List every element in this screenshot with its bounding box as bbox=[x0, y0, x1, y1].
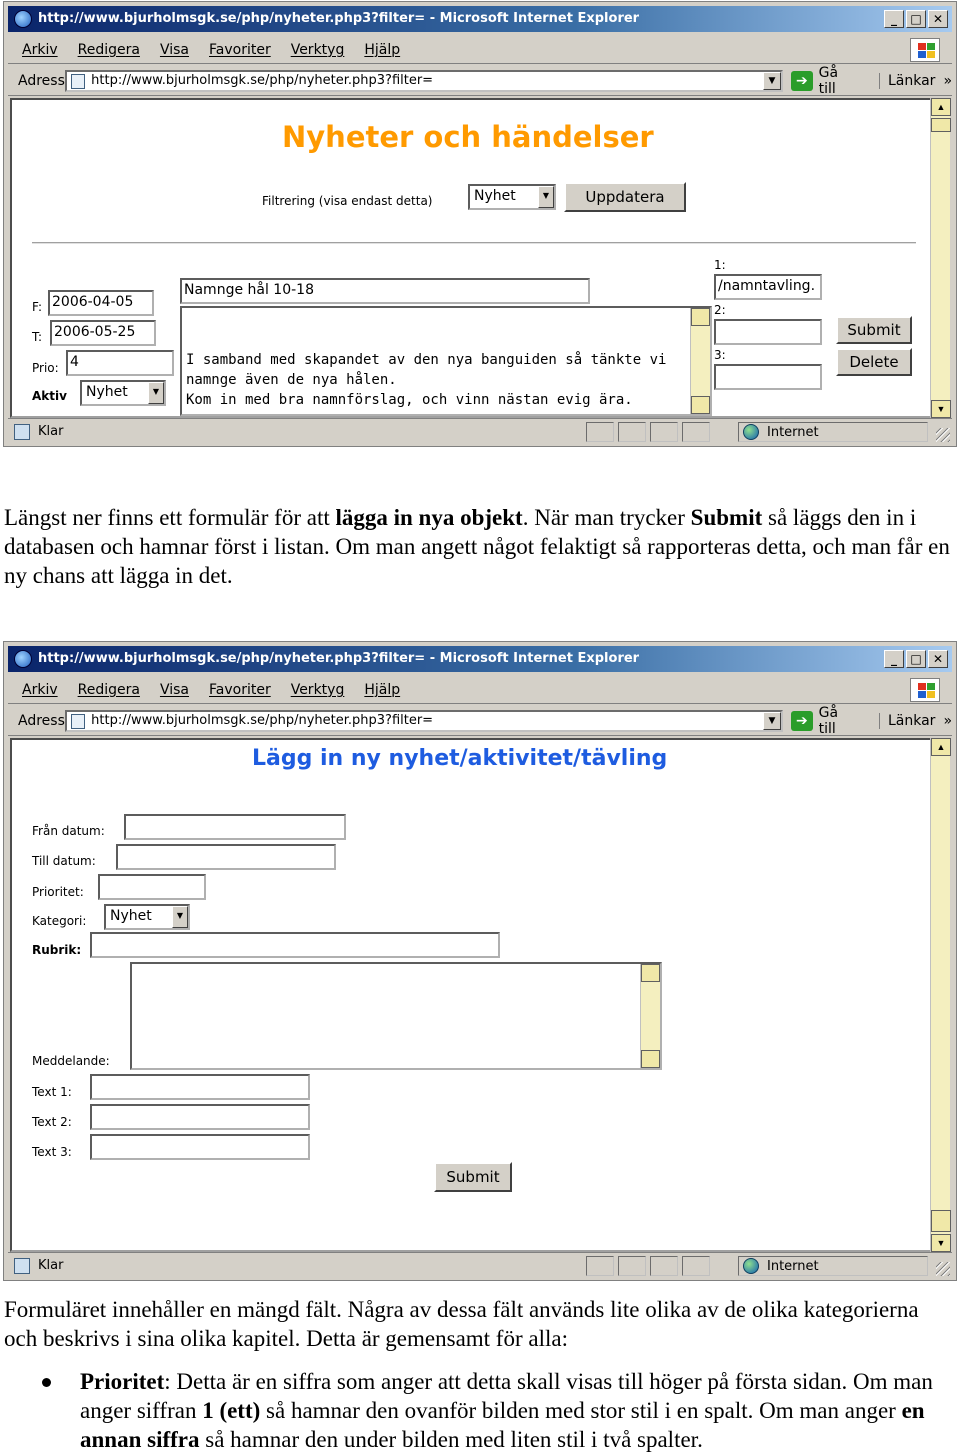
textarea-scrollbar[interactable] bbox=[640, 964, 660, 1068]
menu-hjalp[interactable]: Hjälp bbox=[364, 41, 401, 58]
para1-bold-1: lägga in nya objekt bbox=[335, 505, 523, 530]
f-label: F: bbox=[32, 300, 43, 314]
zone-text: Internet bbox=[767, 1258, 819, 1274]
minimize-button[interactable]: _ bbox=[884, 650, 904, 668]
bullet-text-1: : Detta är en siffra som anger att detta skall visas till höger på första sidan. Om man anger siffran bbox=[80, 1369, 933, 1423]
category-value: Nyhet bbox=[110, 908, 152, 924]
update-button[interactable]: Uppdatera bbox=[564, 182, 686, 212]
address-dropdown-icon[interactable]: ▼ bbox=[763, 712, 781, 730]
menu-verktyg[interactable]: Verktyg bbox=[290, 41, 345, 58]
status-bar bbox=[8, 1252, 952, 1278]
paragraph-1 bbox=[4, 503, 956, 590]
priority-input[interactable] bbox=[98, 874, 206, 900]
links-button[interactable]: Länkar bbox=[879, 73, 935, 89]
chevron-down-icon: ▼ bbox=[148, 382, 164, 404]
text1-label: Text 1: bbox=[32, 1085, 72, 1099]
address-input[interactable] bbox=[65, 70, 783, 92]
scroll-up-icon[interactable]: ▲ bbox=[931, 98, 951, 116]
menu-redigera[interactable]: Redigera bbox=[77, 41, 140, 58]
text3-label: 3: bbox=[714, 348, 726, 362]
bullet-bold-1: Prioritet bbox=[80, 1369, 165, 1394]
message-label: Meddelande: bbox=[32, 1054, 110, 1068]
address-bar bbox=[8, 66, 952, 96]
paragraph-2: Formuläret innehåller en mängd fält. Några av dessa fält används lite olika av de olika kategorierna och beskrivs i sina olika kapitel. Detta är gemensamt för alla: bbox=[4, 1297, 919, 1351]
rubrik-input[interactable] bbox=[90, 932, 500, 958]
go-arrow-icon[interactable]: ➔ bbox=[791, 71, 813, 91]
scroll-thumb[interactable] bbox=[931, 118, 951, 132]
para1-bold-2: Submit bbox=[690, 505, 763, 530]
links-button[interactable]: Länkar bbox=[879, 713, 935, 729]
text3-input[interactable] bbox=[714, 364, 822, 390]
address-value: http://www.bjurholmsgk.se/php/nyheter.php3?filter= bbox=[91, 712, 434, 728]
text2-input[interactable] bbox=[90, 1104, 310, 1130]
text3-input[interactable] bbox=[90, 1134, 310, 1160]
go-button[interactable]: Gå till bbox=[818, 64, 839, 97]
bullet-item-priority bbox=[80, 1367, 956, 1454]
bullet-dot bbox=[42, 1378, 51, 1387]
priority-label: Prioritet: bbox=[32, 885, 84, 899]
filter-select[interactable] bbox=[468, 184, 556, 210]
zone-text: Internet bbox=[767, 424, 819, 440]
menu-arkiv[interactable]: Arkiv bbox=[22, 41, 58, 58]
menu-arkiv[interactable]: Arkiv bbox=[22, 681, 58, 698]
page-content bbox=[10, 738, 932, 1252]
message-textarea[interactable] bbox=[130, 962, 662, 1070]
from-date-label: Från datum: bbox=[32, 824, 105, 838]
menu-favoriter[interactable]: Favoriter bbox=[209, 41, 271, 58]
menu-redigera[interactable]: Redigera bbox=[77, 681, 140, 698]
ie-icon bbox=[14, 10, 32, 28]
text2-label: 2: bbox=[714, 303, 726, 317]
bullet-bold-3: en annan siffra bbox=[80, 1398, 925, 1452]
address-dropdown-icon[interactable]: ▼ bbox=[763, 72, 781, 90]
bullet-text-2: så hamnar den ovanför bilden med stor stil i en spalt. Om man anger bbox=[260, 1398, 902, 1423]
address-label: Adress bbox=[18, 72, 65, 89]
address-value: http://www.bjurholmsgk.se/php/nyheter.php3?filter= bbox=[91, 72, 434, 88]
page-content bbox=[10, 98, 932, 418]
message-text: I samband med skapandet av den nya banguiden så tänkte vi namnge även de nya hålen. Kom in med bra namnförslag, och vinn nästan evig ära. bbox=[186, 352, 667, 408]
from-date-input[interactable] bbox=[124, 814, 346, 840]
scroll-thumb[interactable] bbox=[931, 1210, 951, 1232]
globe-icon bbox=[743, 424, 759, 440]
text1-input[interactable]: /namntavling. bbox=[714, 274, 822, 300]
page-icon bbox=[71, 714, 85, 729]
divider bbox=[32, 242, 916, 244]
para1-text-3: så läggs den in i databasen och hamnar först i listan. Om man angett något felaktigt så rapporteras detta, och man får en ny chans att lägga in det. bbox=[4, 505, 950, 588]
resize-grip-icon[interactable] bbox=[936, 1262, 950, 1276]
category-select[interactable] bbox=[104, 904, 190, 930]
windows-logo-icon bbox=[910, 678, 940, 702]
title-bar bbox=[8, 6, 952, 32]
from-date-input[interactable]: 2006-04-05 bbox=[48, 290, 154, 316]
page-scrollbar[interactable] bbox=[930, 98, 950, 418]
minimize-button[interactable]: _ bbox=[884, 10, 904, 28]
menu-hjalp[interactable]: Hjälp bbox=[364, 681, 401, 698]
go-arrow-icon[interactable]: ➔ bbox=[791, 711, 813, 731]
text2-label: Text 2: bbox=[32, 1115, 72, 1129]
menu-bar bbox=[8, 36, 952, 64]
para1-text-2: . När man trycker bbox=[522, 505, 691, 530]
t-label: T: bbox=[32, 330, 43, 344]
page-status-icon bbox=[14, 1258, 30, 1274]
bullet-bold-2: 1 (ett) bbox=[202, 1398, 261, 1423]
prio-input[interactable]: 4 bbox=[66, 350, 174, 376]
text3-label: Text 3: bbox=[32, 1145, 72, 1159]
chevron-down-icon: ▼ bbox=[538, 186, 554, 208]
browser-window-2 bbox=[4, 642, 956, 1280]
menu-verktyg[interactable]: Verktyg bbox=[290, 681, 345, 698]
text1-input[interactable] bbox=[90, 1074, 310, 1100]
text1-label: 1: bbox=[714, 258, 726, 272]
title-bar bbox=[8, 646, 952, 672]
rubrik-label: Rubrik: bbox=[32, 943, 82, 957]
category-label: Kategori: bbox=[32, 914, 87, 928]
filter-label: Filtrering (visa endast detta) bbox=[262, 194, 433, 208]
para1-text-1: Längst ner finns ett formulär för att bbox=[4, 505, 336, 530]
scroll-down-icon[interactable]: ▼ bbox=[931, 400, 951, 418]
page-title: Lägg in ny nyhet/aktivitet/tävling bbox=[252, 746, 668, 771]
globe-icon bbox=[743, 1258, 759, 1274]
status-bar bbox=[8, 418, 952, 444]
textarea-scrollbar[interactable] bbox=[690, 308, 710, 414]
aktiv-label: Aktiv bbox=[32, 389, 67, 403]
page-icon bbox=[71, 74, 85, 89]
close-button[interactable]: ✕ bbox=[928, 650, 948, 668]
resize-grip-icon[interactable] bbox=[936, 428, 950, 442]
submit-button[interactable]: Submit bbox=[434, 1162, 512, 1192]
menu-bar bbox=[8, 676, 952, 704]
aktiv-select[interactable] bbox=[80, 380, 166, 406]
bullet-text-3: så hamnar den under bilden med liten stil i två spalter. bbox=[199, 1427, 703, 1452]
aktiv-value: Nyhet bbox=[86, 384, 128, 400]
page-title: Nyheter och händelser bbox=[282, 120, 654, 154]
to-date-label: Till datum: bbox=[32, 854, 96, 868]
filter-value: Nyhet bbox=[474, 188, 516, 204]
address-input[interactable] bbox=[65, 710, 783, 732]
maximize-button[interactable]: □ bbox=[906, 650, 926, 668]
zone-indicator bbox=[738, 422, 928, 442]
message-textarea[interactable] bbox=[180, 306, 712, 416]
page-scrollbar[interactable] bbox=[930, 738, 950, 1252]
text2-input[interactable] bbox=[714, 319, 822, 345]
submit-button[interactable]: Submit bbox=[836, 316, 912, 344]
links-more-icon[interactable]: » bbox=[943, 712, 953, 729]
window-title: http://www.bjurholmsgk.se/php/nyheter.php3?filter= - Microsoft Internet Explorer bbox=[38, 651, 640, 666]
prio-label: Prio: bbox=[32, 361, 59, 375]
address-bar bbox=[8, 706, 952, 736]
page-status-icon bbox=[14, 424, 30, 440]
to-date-input[interactable] bbox=[116, 844, 336, 870]
menu-favoriter[interactable]: Favoriter bbox=[209, 681, 271, 698]
scroll-down-icon[interactable]: ▼ bbox=[931, 1234, 951, 1252]
browser-window-1 bbox=[4, 2, 956, 446]
ie-icon bbox=[14, 650, 32, 668]
menu-visa[interactable]: Visa bbox=[159, 41, 189, 58]
chevron-down-icon: ▼ bbox=[172, 906, 188, 928]
windows-logo-icon bbox=[910, 38, 940, 62]
go-button[interactable]: Gå till bbox=[818, 704, 839, 737]
window-title: http://www.bjurholmsgk.se/php/nyheter.php3?filter= - Microsoft Internet Explorer bbox=[38, 11, 640, 26]
address-label: Adress bbox=[18, 712, 65, 729]
status-text: Klar bbox=[38, 424, 64, 439]
menu-visa[interactable]: Visa bbox=[159, 681, 189, 698]
scroll-up-icon[interactable]: ▲ bbox=[931, 738, 951, 756]
maximize-button[interactable]: □ bbox=[906, 10, 926, 28]
delete-button[interactable]: Delete bbox=[836, 348, 912, 376]
links-more-icon[interactable]: » bbox=[943, 72, 953, 89]
to-date-input[interactable]: 2006-05-25 bbox=[50, 320, 156, 346]
zone-indicator bbox=[738, 1256, 928, 1276]
status-text: Klar bbox=[38, 1258, 64, 1273]
close-button[interactable]: ✕ bbox=[928, 10, 948, 28]
rubrik-input[interactable]: Namnge hål 10-18 bbox=[180, 278, 590, 304]
